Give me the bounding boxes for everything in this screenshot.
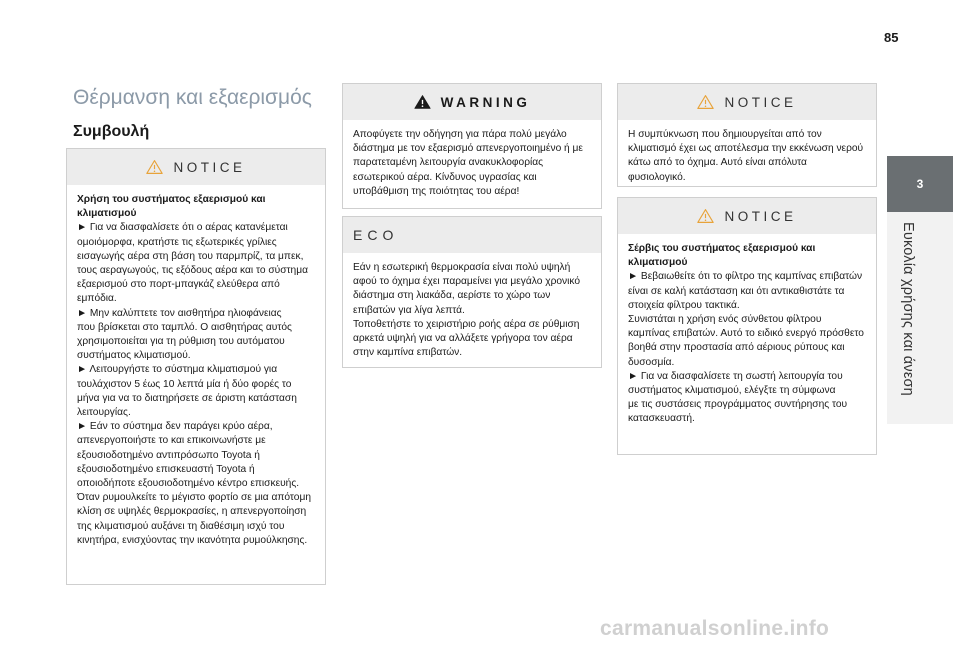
warning-triangle-icon bbox=[146, 159, 163, 175]
notice-title-line: Χρήση του συστήματος εξαερισμού και bbox=[77, 194, 266, 205]
notice-box-usage bbox=[66, 148, 326, 585]
text-line: κάτω από το όχημα. Αυτό είναι απόλυτα bbox=[628, 157, 807, 169]
notice-body bbox=[618, 234, 876, 435]
text-line: είναι σε καλή κατάσταση και ότι αντικαθιστάτε τα bbox=[628, 285, 845, 297]
watermark-link[interactable]: carmanualsonline.info bbox=[600, 617, 830, 640]
warning-header bbox=[343, 84, 601, 120]
text-line: καμπίνας επιβατών. Αυτό το ειδικό ενεργό πρόσθετο bbox=[628, 328, 864, 340]
text-line: εξουσιοδοτημένο αντιπρόσωπο Toyota ή bbox=[77, 449, 260, 461]
notice-body bbox=[618, 120, 876, 193]
text-line: διάστημα με τον εξαερισμό απενεργοποιημένο ή με bbox=[353, 143, 583, 155]
text-line: μήνα για να το διατηρήσετε σε άριστη κατάσταση bbox=[77, 392, 297, 404]
text-line: τουλάχιστον 5 έως 10 λεπτά μία ή δύο φορές το bbox=[77, 378, 292, 390]
text-line: με τις συστάσεις προγράμματος συντήρησης του bbox=[628, 399, 848, 411]
eco-body bbox=[343, 253, 601, 368]
text-line: ► Βεβαιωθείτε ότι το φίλτρο της καμπίνας επιβατών bbox=[628, 271, 863, 283]
eco-box bbox=[342, 216, 602, 368]
text-line: ► Για να διασφαλίσετε τη σωστή λειτουργία του bbox=[628, 370, 843, 382]
notice-body bbox=[67, 185, 325, 556]
chapter-title-strip bbox=[887, 212, 953, 424]
text-line: ► Για να διασφαλίσετε ότι ο αέρας κατανέμεται bbox=[77, 222, 288, 234]
text-line: εμπόδια. bbox=[77, 293, 117, 305]
text-line: Εάν η εσωτερική θερμοκρασία είναι πολύ υψηλή bbox=[353, 262, 571, 273]
warning-box-ventilation bbox=[342, 83, 602, 209]
text-line: βοηθά στην προστασία από αέριους ρύπους και bbox=[628, 342, 845, 354]
text-line: υποβάθμιση της ποιότητας του αέρα! bbox=[353, 185, 520, 197]
notice-title-line: κλιματισμού bbox=[77, 208, 137, 220]
text-line: εξουσιοδοτημένο επισκευαστή Toyota ή bbox=[77, 463, 255, 475]
notice-label: NOTICE bbox=[173, 159, 246, 175]
notice-header bbox=[67, 149, 325, 185]
text-line: κινητήρα, ενισχύοντας την ικανότητα ρυμούλκησης. bbox=[77, 534, 308, 546]
text-line: φυσιολογικό. bbox=[628, 171, 686, 183]
notice-header bbox=[618, 84, 876, 120]
text-line: συστήματος κλιματισμού. bbox=[77, 350, 191, 362]
text-line: εσωτερικού αέρα. Κίνδυνος υγρασίας και bbox=[353, 171, 537, 183]
warning-body bbox=[343, 120, 601, 207]
notice-label: NOTICE bbox=[724, 94, 797, 110]
text-line: δυσοσμία. bbox=[628, 356, 675, 368]
notice-box-condensation bbox=[617, 83, 877, 187]
warning-triangle-icon bbox=[697, 94, 714, 110]
text-line: οποιοδήποτε εξουσιοδοτημένο κέντρο επισκευής. bbox=[77, 478, 300, 490]
text-line: παρατεταμένη λειτουργία ανακυκλοφορίας bbox=[353, 157, 544, 169]
text-line: αφού το όχημα έχει παραμείνει για μεγάλο χρονικό bbox=[353, 276, 581, 288]
text-line: ► Λειτουργήστε το σύστημα κλιματισμού για bbox=[77, 364, 278, 376]
warning-label: WARNING bbox=[440, 94, 531, 110]
text-line: Όταν ρυμουλκείτε το μέγιστο φορτίο σε μια απότομη bbox=[77, 492, 311, 504]
section-title: Θέρμανση και εξαερισμός bbox=[73, 86, 312, 109]
text-line: επιβατών για λίγα λεπτά. bbox=[353, 304, 465, 316]
text-line: διάστημα στη λιακάδα, αερίστε το χώρο των bbox=[353, 290, 551, 302]
text-line: εξαερισμού στο πορτ-μπαγκάζ ελεύθερα από bbox=[77, 279, 280, 291]
notice-box-servicing bbox=[617, 197, 877, 455]
sub-title: Συμβουλή bbox=[73, 123, 150, 140]
text-line: που βρίσκεται στο ταμπλό. Ο αισθητήρας αυτός bbox=[77, 321, 292, 333]
text-line: ► Μην καλύπτετε τον αισθητήρα ηλιοφάνειας bbox=[77, 307, 282, 319]
text-line: Συνιστάται η χρήση ενός σύνθετου φίλτρου bbox=[628, 314, 822, 326]
eco-label: ECO bbox=[353, 227, 399, 243]
text-line: χρησιμοποιείται για τη ρύθμιση του αυτόματου bbox=[77, 336, 285, 348]
eco-header bbox=[343, 217, 601, 253]
notice-label: NOTICE bbox=[724, 208, 797, 224]
text-line: αρκετά υψηλή για να αλλάξετε γρήγορα τον αέρα bbox=[353, 333, 573, 345]
text-line: στοιχεία φίλτρου τακτικά. bbox=[628, 299, 740, 311]
text-line: απενεργοποιήστε το και επικοινωνήστε με bbox=[77, 435, 266, 447]
text-line: Η συμπύκνωση που δημιουργείται από τον bbox=[628, 129, 822, 140]
text-line: ► Εάν το σύστημα δεν παράγει κρύο αέρα, bbox=[77, 421, 273, 433]
text-line: Αποφύγετε την οδήγηση για πάρα πολύ μεγάλο bbox=[353, 129, 567, 140]
text-line: λειτουργίας. bbox=[77, 407, 131, 419]
chapter-tab[interactable]: 3 bbox=[887, 156, 953, 212]
text-line: τους αεραγωγούς, τις εξόδους αέρα και το σύστημα bbox=[77, 265, 308, 277]
text-line: κλιματισμό έχει ως αποτέλεσμα την εκκένωση νερού bbox=[628, 143, 864, 155]
text-line: της κλιματισμού αυξάνει τη διαθέσιμη ισχύ του bbox=[77, 520, 285, 532]
warning-triangle-icon bbox=[697, 208, 714, 224]
text-line: ομοιόμορφα, κρατήστε τις εξωτερικές γρίλιες bbox=[77, 236, 277, 248]
text-line: στην καμπίνα επιβατών. bbox=[353, 347, 463, 359]
notice-title-line: κλιματισμού bbox=[628, 257, 688, 269]
text-line: συστήματος κλιματισμού, ελέγξτε τη σύμφωνα bbox=[628, 385, 836, 397]
text-line: εισαγωγής αέρα στη βάση του παρμπρίζ, τα μπεκ, bbox=[77, 250, 304, 262]
text-line: Τοποθετήστε το χειριστήριο ροής αέρα σε ρύθμιση bbox=[353, 318, 580, 330]
chapter-title: Ευκολία χρήσης και άνεση bbox=[900, 222, 916, 396]
text-line: κατασκευαστή. bbox=[628, 413, 695, 425]
page-number: 85 bbox=[884, 30, 899, 45]
notice-header bbox=[618, 198, 876, 234]
warning-triangle-icon bbox=[414, 94, 431, 110]
text-line: κλίση σε υψηλές θερμοκρασίες, η απενεργοποίηση bbox=[77, 506, 307, 518]
notice-title-line: Σέρβις του συστήματος εξαερισμού και bbox=[628, 243, 816, 254]
